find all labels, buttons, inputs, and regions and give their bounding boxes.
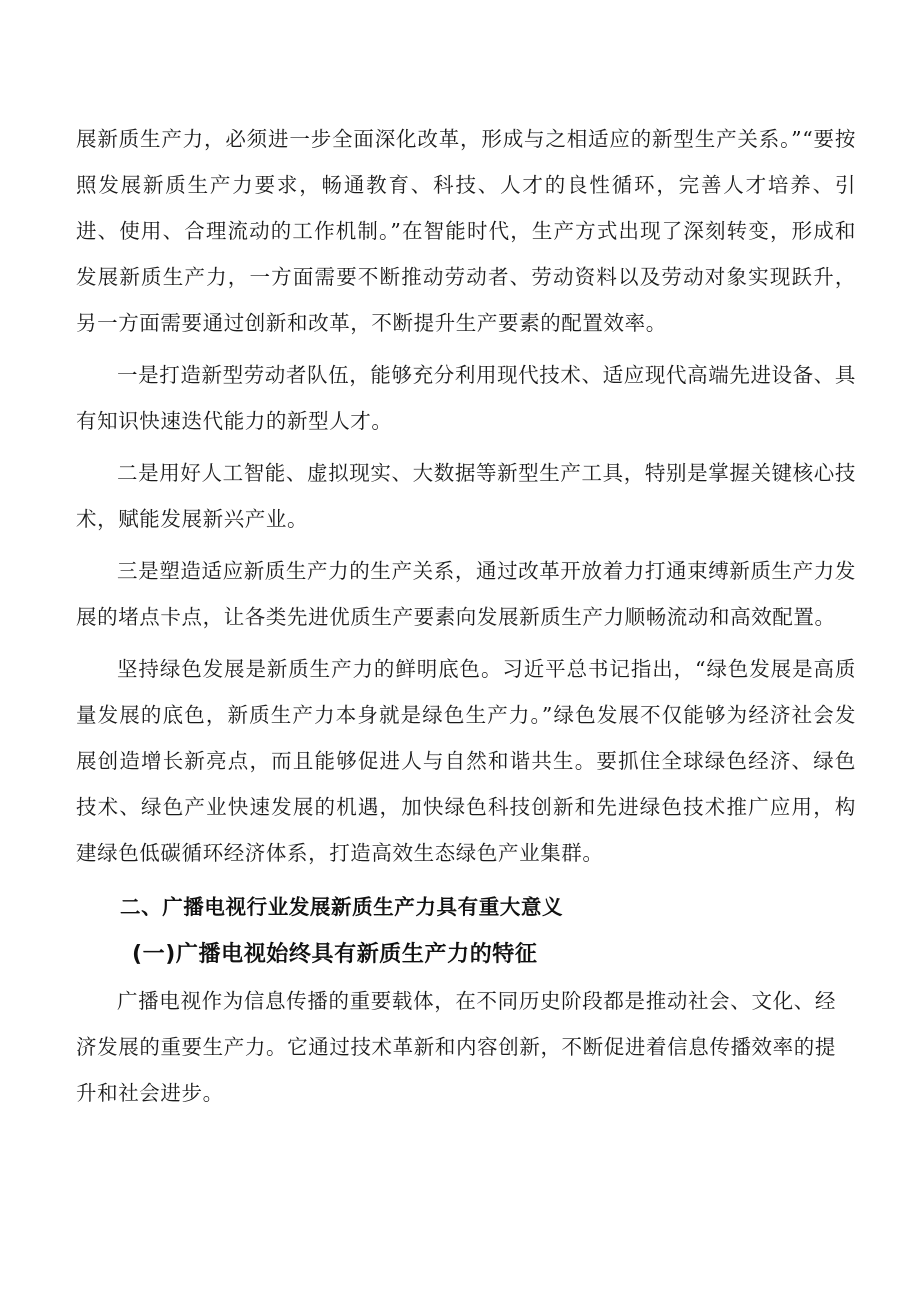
- paragraph-3: 二是用好人工智能、虚拟现实、大数据等新型生产工具，特别是掌握关键核心技术，赋能发展新兴产业。: [76, 461, 856, 531]
- section-heading: 二、广播电视行业发展新质生产力具有重大意义: [120, 895, 564, 919]
- paragraph-4: 三是塑造适应新质生产力的生产关系，通过改革开放着力打通束缚新质生产力发展的堵点卡点，让各类先进优质生产要素向发展新质生产力顺畅流动和高效配置。: [76, 559, 856, 629]
- closing-paragraph: 广播电视作为信息传播的重要载体，在不同历史阶段都是推动社会、文化、经济发展的重要生产力。它通过技术革新和内容创新，不断促进着信息传播效率的提升和社会进步。: [76, 989, 836, 1105]
- document-body: [76, 116, 856, 1116]
- paragraph-2: 一是打造新型劳动者队伍，能够充分利用现代技术、适应现代高端先进设备、具有知识快速迭代能力的新型人才。: [76, 363, 856, 433]
- subsection-heading: (一)广播电视始终具有新质生产力的特征: [132, 942, 538, 967]
- paragraph-5: 坚持绿色发展是新质生产力的鲜明底色。习近平总书记指出，“绿色发展是高质量发展的底色，新质生产力本身就是绿色生产力。”绿色发展不仅能够为经济社会发展创造增长新亮点，而且能够促进人与自然和谐共生。要抓住全球绿色经济、绿色技术、绿色产业快速发展的机遇，加快绿色科技创新和先进绿色技术推广应用，构建绿色低碳循环经济体系，打造高效生态绿色产业集群。: [76, 657, 856, 865]
- paragraph-1: 展新质生产力，必须进一步全面深化改革，形成与之相适应的新型生产关系。”“要按照发展新质生产力要求，畅通教育、科技、人才的良性循环，完善人才培养、引进、使用、合理流动的工作机制。”在智能时代，生产方式出现了深刻转变，形成和发展新质生产力，一方面需要不断推动劳动者、劳动资料以及劳动对象实现跃升，另一方面需要通过创新和改革，不断提升生产要素的配置效率。: [76, 127, 856, 335]
